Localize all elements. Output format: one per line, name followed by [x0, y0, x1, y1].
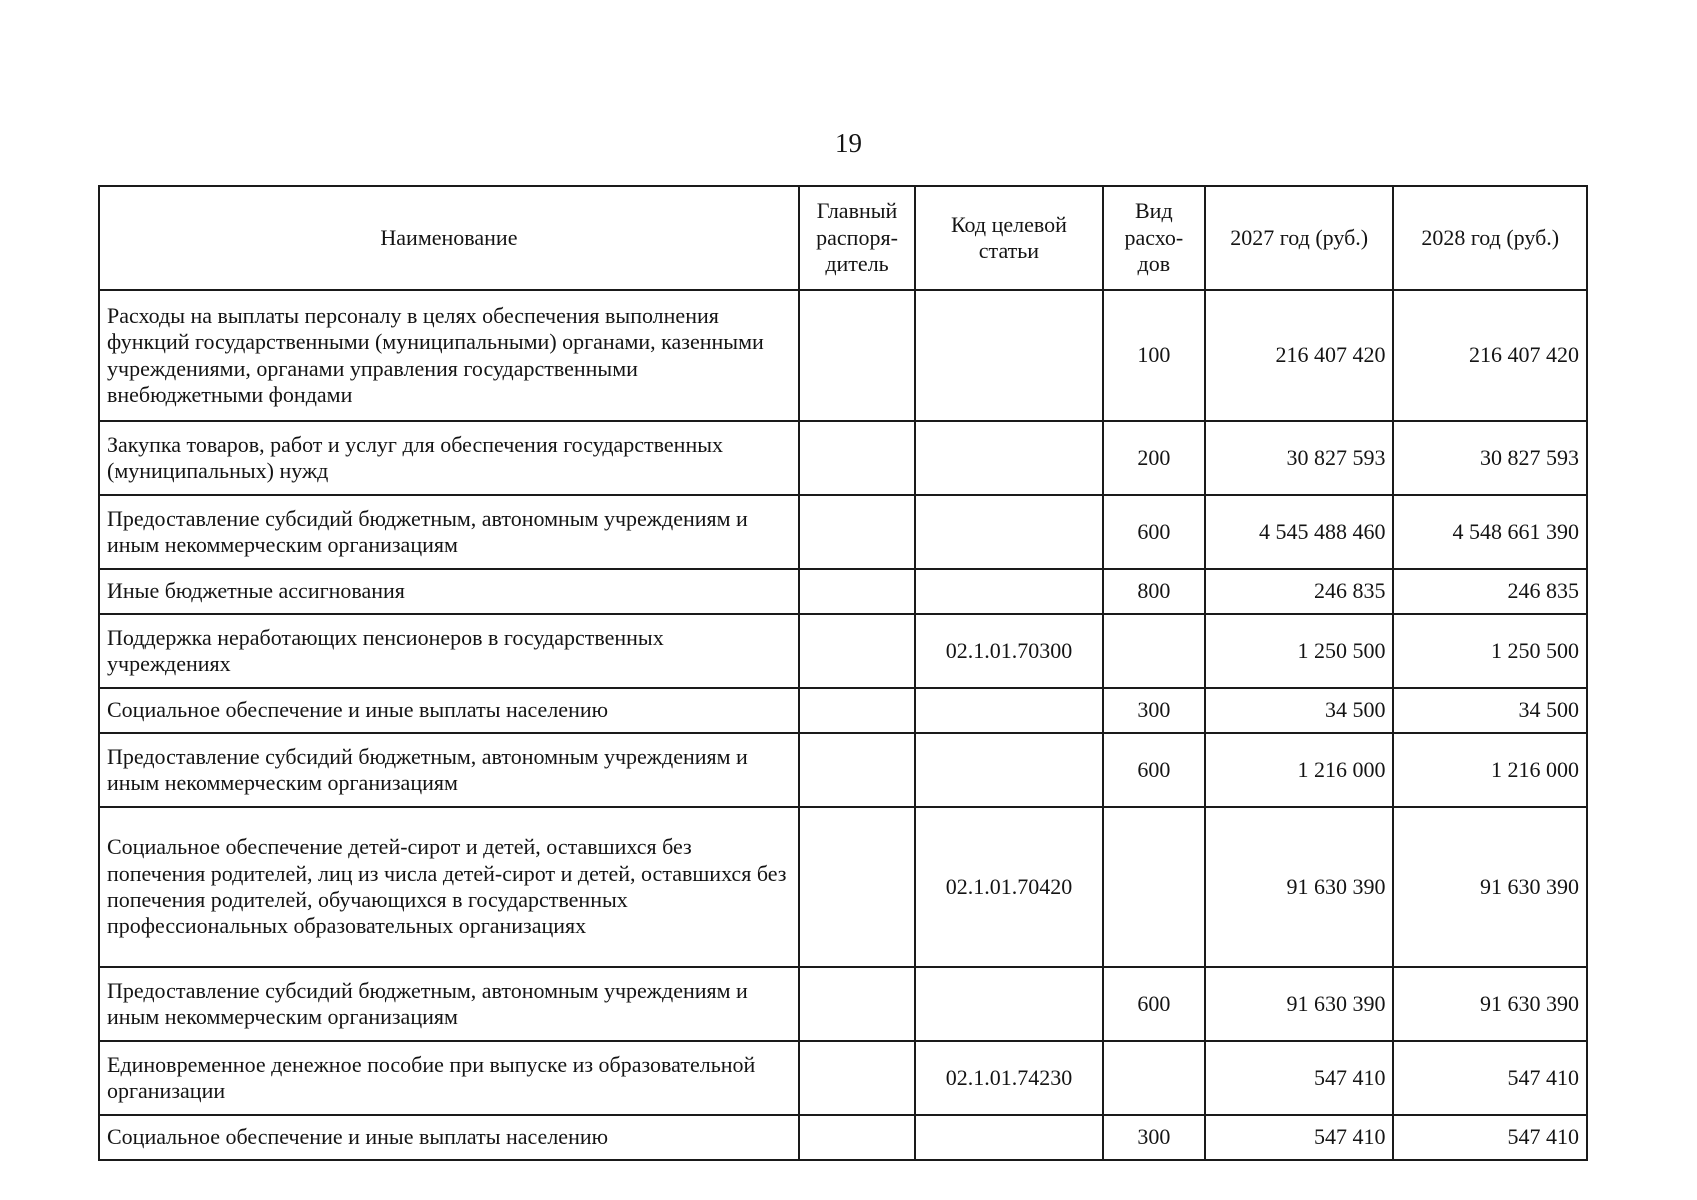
- cell-ministry: [799, 495, 915, 569]
- cell-2027: 4 545 488 460: [1205, 495, 1394, 569]
- cell-code: [915, 1115, 1103, 1160]
- table-row: [99, 1041, 1587, 1115]
- cell-code: [915, 967, 1103, 1041]
- cell-2028: 547 410: [1393, 1115, 1587, 1160]
- table-row: [99, 495, 1587, 569]
- cell-2027: 91 630 390: [1205, 807, 1394, 967]
- cell-ministry: [799, 688, 915, 733]
- budget-table: [98, 185, 1588, 1161]
- cell-expense-type: [1103, 614, 1205, 688]
- cell-name: Социальное обеспечение детей-сирот и детей, оставшихся без попечения родителей, лиц из числа детей-сирот и детей, оставшихся без попечения родителей, обучающихся в государственных профессиональных образовательных организациях: [99, 807, 799, 967]
- cell-code: 02.1.01.70420: [915, 807, 1103, 967]
- table-row: [99, 614, 1587, 688]
- cell-code: [915, 733, 1103, 807]
- cell-2027: 30 827 593: [1205, 421, 1394, 495]
- cell-2027: 34 500: [1205, 688, 1394, 733]
- cell-name: Расходы на выплаты персоналу в целях обеспечения выполнения функций государственными (муниципальными) органами, казенными учреждениями, органами управления государственными внебюджетными фондами: [99, 290, 799, 421]
- table-header: [99, 186, 1587, 290]
- table-row: [99, 569, 1587, 614]
- cell-2028: 30 827 593: [1393, 421, 1587, 495]
- page-number: 19: [835, 128, 862, 158]
- cell-2027: 547 410: [1205, 1115, 1394, 1160]
- cell-expense-type: 600: [1103, 733, 1205, 807]
- cell-2027: 91 630 390: [1205, 967, 1394, 1041]
- header-code: Код целевой статьи: [915, 186, 1103, 290]
- cell-ministry: [799, 614, 915, 688]
- cell-expense-type: [1103, 807, 1205, 967]
- table-body: [99, 290, 1587, 1160]
- cell-2028: 4 548 661 390: [1393, 495, 1587, 569]
- cell-expense-type: 100: [1103, 290, 1205, 421]
- cell-2028: 216 407 420: [1393, 290, 1587, 421]
- cell-ministry: [799, 421, 915, 495]
- cell-2028: 1 250 500: [1393, 614, 1587, 688]
- cell-code: [915, 495, 1103, 569]
- cell-2028: 1 216 000: [1393, 733, 1587, 807]
- cell-expense-type: [1103, 1041, 1205, 1115]
- table-row: [99, 421, 1587, 495]
- cell-2027: 1 250 500: [1205, 614, 1394, 688]
- cell-ministry: [799, 1041, 915, 1115]
- header-2028: 2028 год (руб.): [1393, 186, 1587, 290]
- header-expense-type: Вид расхо-дов: [1103, 186, 1205, 290]
- cell-expense-type: 600: [1103, 495, 1205, 569]
- cell-2027: 1 216 000: [1205, 733, 1394, 807]
- table-row: [99, 807, 1587, 967]
- cell-name: Социальное обеспечение и иные выплаты населению: [99, 1115, 799, 1160]
- table-row: [99, 1115, 1587, 1160]
- cell-2027: 547 410: [1205, 1041, 1394, 1115]
- header-name: Наименование: [99, 186, 799, 290]
- cell-expense-type: 800: [1103, 569, 1205, 614]
- cell-2028: 91 630 390: [1393, 967, 1587, 1041]
- cell-expense-type: 200: [1103, 421, 1205, 495]
- cell-code: 02.1.01.70300: [915, 614, 1103, 688]
- cell-name: Предоставление субсидий бюджетным, автономным учреждениям и иным некоммерческим организациям: [99, 733, 799, 807]
- cell-name: Иные бюджетные ассигнования: [99, 569, 799, 614]
- cell-ministry: [799, 967, 915, 1041]
- cell-code: [915, 569, 1103, 614]
- cell-ministry: [799, 1115, 915, 1160]
- cell-2028: 34 500: [1393, 688, 1587, 733]
- cell-2027: 246 835: [1205, 569, 1394, 614]
- header-row: [99, 186, 1587, 290]
- header-2027: 2027 год (руб.): [1205, 186, 1394, 290]
- cell-ministry: [799, 733, 915, 807]
- header-ministry: Главный распоря-дитель: [799, 186, 915, 290]
- cell-name: Социальное обеспечение и иные выплаты населению: [99, 688, 799, 733]
- table-row: [99, 733, 1587, 807]
- cell-name: Предоставление субсидий бюджетным, автономным учреждениям и иным некоммерческим организациям: [99, 967, 799, 1041]
- table-row: [99, 688, 1587, 733]
- cell-2028: 91 630 390: [1393, 807, 1587, 967]
- cell-2027: 216 407 420: [1205, 290, 1394, 421]
- cell-name: Поддержка неработающих пенсионеров в государственных учреждениях: [99, 614, 799, 688]
- cell-code: 02.1.01.74230: [915, 1041, 1103, 1115]
- cell-name: Предоставление субсидий бюджетным, автономным учреждениям и иным некоммерческим организациям: [99, 495, 799, 569]
- table-row: [99, 290, 1587, 421]
- cell-code: [915, 688, 1103, 733]
- cell-expense-type: 300: [1103, 688, 1205, 733]
- table-row: [99, 967, 1587, 1041]
- cell-2028: 246 835: [1393, 569, 1587, 614]
- cell-expense-type: 300: [1103, 1115, 1205, 1160]
- cell-ministry: [799, 569, 915, 614]
- cell-code: [915, 290, 1103, 421]
- cell-expense-type: 600: [1103, 967, 1205, 1041]
- cell-2028: 547 410: [1393, 1041, 1587, 1115]
- cell-ministry: [799, 290, 915, 421]
- cell-code: [915, 421, 1103, 495]
- cell-name: Единовременное денежное пособие при выпуске из образовательной организации: [99, 1041, 799, 1115]
- cell-ministry: [799, 807, 915, 967]
- cell-name: Закупка товаров, работ и услуг для обеспечения государственных (муниципальных) нужд: [99, 421, 799, 495]
